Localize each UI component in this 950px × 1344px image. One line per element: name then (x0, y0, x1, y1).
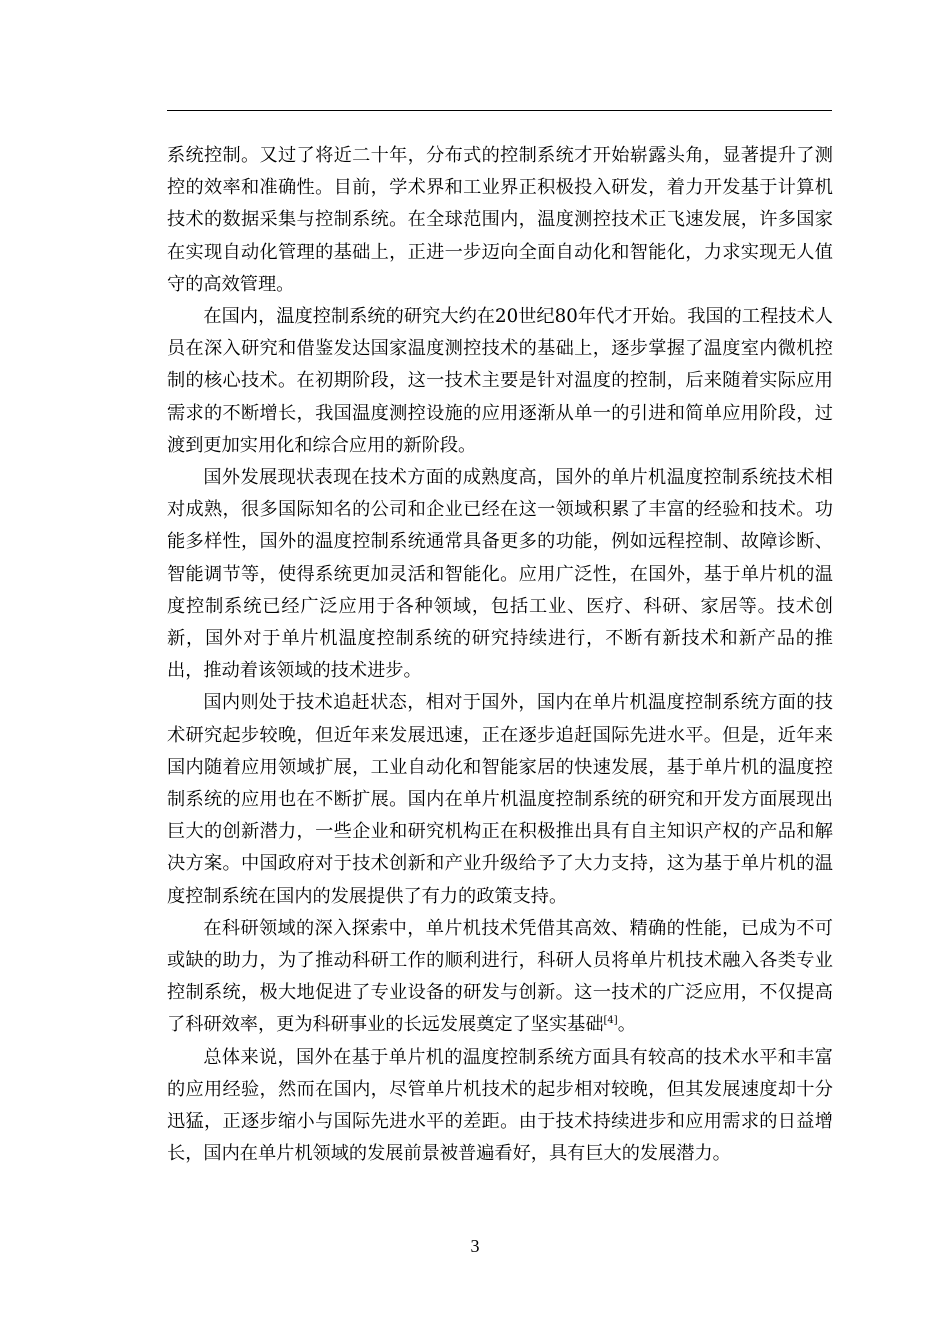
page-number: 3 (470, 1236, 480, 1256)
paragraph-3: 国外发展现状表现在技术方面的成熟度高，国外的单片机温度控制系统技术相对成熟，很多国际知名的公司和企业已经在这一领域积累了丰富的经验和技术。功能多样性，国外的温度控制系统通常具备更多的功能，例如远程控制、故障诊断、智能调节等，使得系统更加灵活和智能化。应用广泛性，在国外，基于单片机的温度控制系统已经广泛应用于各种领域，包括工业、医疗、科研、家居等。技术创新，国外对于单片机温度控制系统的研究持续进行，不断有新技术和新产品的推出，推动着该领域的技术进步。 (167, 467, 833, 682)
paragraph-6: 总体来说，国外在基于单片机的温度控制系统方面具有较高的技术水平和丰富的应用经验，然而在国内，尽管单片机技术的起步相对较晚，但其发展速度却十分迅猛，正逐步缩小与国际先进水平的差距。由于技术持续进步和应用需求的日益增长，国内在单片机领域的发展前景被普遍看好，具有巨大的发展潜力。 (167, 1046, 833, 1165)
paragraph-4: 国内则处于技术追赶状态，相对于国外，国内在单片机温度控制系统方面的技术研究起步较晚，但近年来发展迅速，正在逐步追赶国际先进水平。但是，近年来国内随着应用领域扩展，工业自动化和智能家居的快速发展，基于单片机的温度控制系统的应用也在不断扩展。国内在单片机温度控制系统的研究和开发方面展现出巨大的创新潜力，一些企业和研究机构正在积极推出具有自主知识产权的产品和解决方案。中国政府对于技术创新和产业升级给予了大力支持，这为基于单片机的温度控制系统在国内的发展提供了有力的政策支持。 (167, 692, 833, 907)
document-body (167, 140, 833, 1171)
paragraph-5 (167, 913, 833, 1042)
paragraph-2: 在国内，温度控制系统的研究大约在20世纪80年代才开始。我国的工程技术人员在深入研究和借鉴发达国家温度测控技术的基础上，逐步掌握了温度室内微机控制的核心技术。在初期阶段，这一技术主要是针对温度的控制，后来随着实际应用需求的不断增长，我国温度测控设施的应用逐渐从单一的引进和简单应用阶段，过渡到更加实用化和综合应用的新阶段。 (167, 306, 833, 456)
header-rule (167, 110, 832, 111)
paragraph-5-tail: 。 (617, 1014, 636, 1036)
paragraph-5-text: 在科研领域的深入探索中，单片机技术凭借其高效、精确的性能，已成为不可或缺的助力，为了推动科研工作的顺利进行，科研人员将单片机技术融入各类专业控制系统，极大地促进了专业设备的研发与创新。这一技术的广泛应用，不仅提高了科研效率，更为科研事业的长远发展奠定了坚实基础 (167, 917, 833, 1036)
paragraph-1: 系统控制。又过了将近二十年，分布式的控制系统才开始崭露头角，显著提升了测控的效率和准确性。目前，学术界和工业界正积极投入研发，着力开发基于计算机技术的数据采集与控制系统。在全球范围内，温度测控技术正飞速发展，许多国家在实现自动化管理的基础上，正进一步迈向全面自动化和智能化，力求实现无人值守的高效管理。 (167, 145, 833, 295)
citation-ref[interactable]: [4] (603, 1015, 618, 1027)
